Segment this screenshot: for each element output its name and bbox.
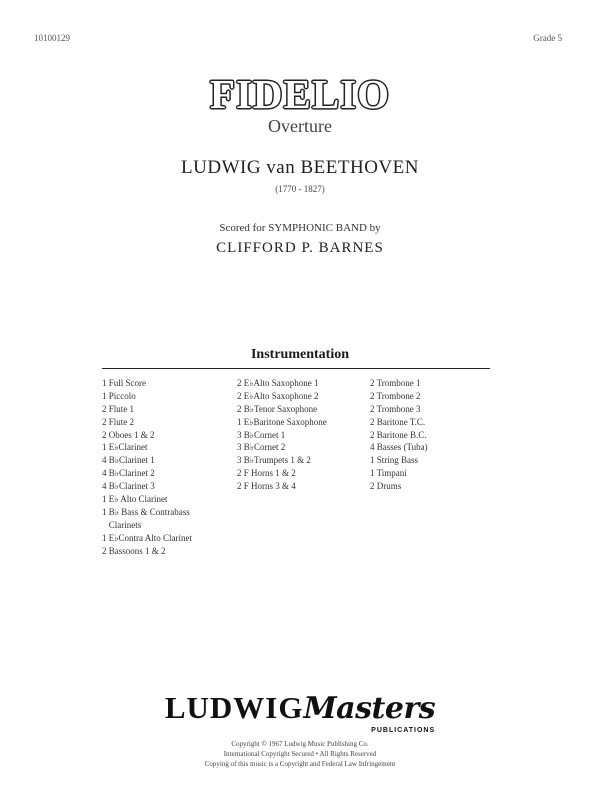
logo-publications: PUBLICATIONS: [371, 727, 436, 734]
instrument-item: 2 Trombone 2: [370, 390, 421, 401]
instrument-item: 3 B♭Cornet 1: [237, 429, 286, 440]
copyright-line: Copying of this music is a Copyright and Federal Law Infringement: [204, 760, 396, 768]
instrument-item: 3 B♭Trumpets 1 & 2: [237, 455, 311, 466]
scored-for-line: Scored for SYMPHONIC BAND by: [219, 222, 381, 234]
arranger-name: CLIFFORD P. BARNES: [216, 240, 384, 256]
instrument-item: 3 B♭Cornet 2: [237, 442, 286, 453]
instrument-item: 2 Flute 1: [102, 403, 135, 414]
instrument-item: 1 Timpani: [370, 468, 407, 479]
instrument-item: 2 B♭Tenor Saxophone: [237, 403, 318, 414]
piece-subtitle: Overture: [268, 116, 332, 136]
instrument-item: 2 Drums: [370, 481, 402, 492]
instrument-item: 1 B♭ Bass & Contrabass: [102, 506, 190, 517]
instrument-item: 2 Flute 2: [102, 416, 135, 427]
instrument-item: 4 B♭Clarinet 3: [102, 481, 155, 492]
instrument-item: 2 F Horns 3 & 4: [237, 481, 296, 492]
instrument-item: Clarinets: [102, 519, 142, 530]
logo-word-ludwig: LUDWIG: [164, 690, 304, 725]
copyright-line: International Copyright Secured • All Rights Reserved: [223, 750, 377, 758]
instrument-item: 2 Baritone T.C.: [370, 416, 426, 427]
instrument-item: 4 B♭Clarinet 2: [102, 468, 155, 479]
instrument-item: 2 Trombone 3: [370, 403, 421, 414]
instrument-item: 1 E♭Baritone Saxophone: [237, 416, 327, 427]
instrument-item: 2 E♭Alto Saxophone 2: [237, 390, 319, 401]
instrument-item: 2 Baritone B.C.: [370, 429, 427, 440]
instrument-item: 2 Bassoons 1 & 2: [102, 545, 166, 556]
grade-label: Grade 5: [533, 33, 562, 43]
instrument-item: 4 B♭Clarinet 1: [102, 455, 155, 466]
instrument-column-1: [102, 377, 192, 557]
catalog-number: 10100129: [34, 33, 70, 43]
instrument-column-3: [370, 377, 428, 493]
copyright-line: Copyright © 1967 Ludwig Music Publishing Co.: [231, 740, 369, 748]
instrument-item: 1 E♭Contra Alto Clarinet: [102, 532, 192, 543]
instrument-item: 2 E♭Alto Saxophone 1: [237, 378, 319, 388]
instrument-item: 1 E♭Clarinet: [102, 442, 148, 453]
instrument-item: 2 F Horns 1 & 2: [237, 468, 296, 479]
composer-years: (1770 - 1827): [275, 184, 325, 194]
instrumentation-heading: Instrumentation: [250, 347, 349, 362]
piece-title: FIDELIO: [209, 71, 391, 117]
instrument-item: 1 String Bass: [370, 455, 419, 466]
instrumentation-divider: [102, 368, 490, 369]
instrument-column-2: [237, 377, 327, 493]
instrument-item: 2 Oboes 1 & 2: [102, 429, 155, 440]
instrument-item: 1 Piccolo: [102, 390, 136, 401]
instrument-item: 4 Basses (Tuba): [370, 442, 428, 453]
logo-word-masters: Masters: [303, 691, 436, 726]
instrument-item: 2 Trombone 1: [370, 378, 421, 388]
instrument-item: 1 Full Score: [102, 378, 146, 388]
instrument-item: 1 E♭ Alto Clarinet: [102, 494, 168, 505]
composer-name: LUDWIG van BEETHOVEN: [181, 157, 419, 178]
publisher-logo: [0, 690, 600, 734]
